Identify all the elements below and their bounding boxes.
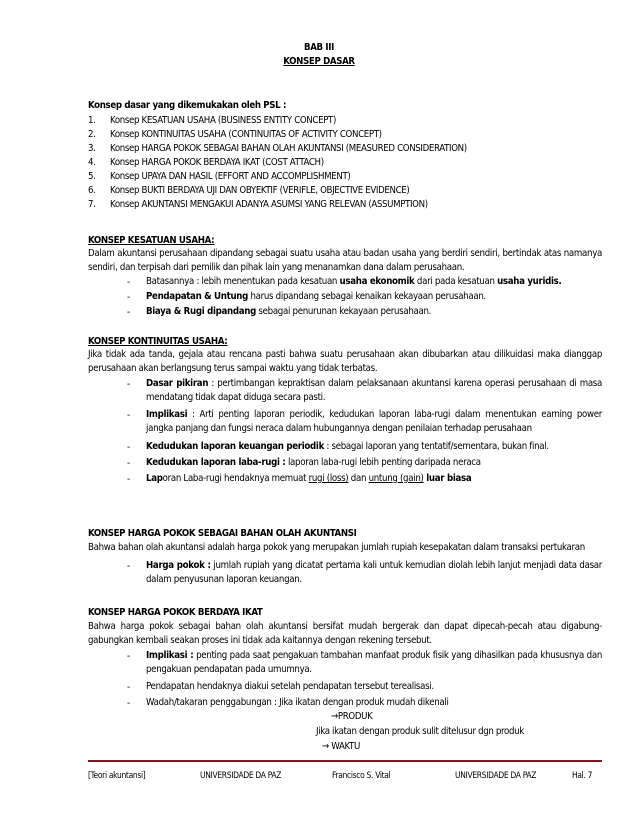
bullet-item: Implikasi : penting pada saat pengakuan tambahan manfaat produk fisik yang dihasilkan pada khususnya dan pengakuan pendapatan pada umumnya. bbox=[146, 650, 602, 675]
list-item: Konsep KESATUAN USAHA (BUSINESS ENTITY CONCEPT) bbox=[110, 115, 336, 126]
bullet-item: Implikasi : Arti penting laporan periodik, kedudukan laporan laba-rugi dalam menentukan earning power jangka panjang dan fungsi neraca dalam hubungannya dengan penilaian terhadap perusahaan bbox=[146, 409, 602, 434]
list-number: 5. bbox=[88, 171, 96, 182]
list-item: Konsep AKUNTANSI MENGAKUI ADANYA ASUMSI YANG RELEVAN (ASSUMPTION) bbox=[110, 199, 428, 210]
bullet-item: Kedudukan laporan laba-rugi : laporan laba-rugi lebih penting daripada neraca bbox=[146, 457, 481, 468]
bullet-dash: - bbox=[127, 698, 130, 709]
section-paragraph: Bahwa bahan olah akuntansi adalah harga pokok yang merupakan jumlah rupiah kesepakatan dalam transaksi pertukaran bbox=[88, 542, 585, 553]
page-title: KONSEP DASAR bbox=[283, 56, 355, 67]
arrow-line-waktu: → WAKTU bbox=[322, 741, 360, 752]
list-item: Konsep UPAYA DAN HASIL (EFFORT AND ACCOMPLISHMENT) bbox=[110, 171, 351, 182]
section-heading-harga-pokok-berdaya-ikat: KONSEP HARGA POKOK BERDAYA IKAT bbox=[88, 607, 263, 618]
section-paragraph: Bahwa harga pokok sebagai bahan olah akuntansi bersifat mudah bergerak dan dapat dipecah-pecah atau digabung-gabungkan kembali seakan proses ini tidak ada kaitannya dengan rekening tersebut. bbox=[88, 621, 602, 646]
bullet-item: Dasar pikiran : pertimbangan kepraktisan dalam pelaksanaan akuntansi karena operasi perusahaan di masa mendatang tidak dapat diduga secara pasti. bbox=[146, 378, 602, 403]
bullet-item: Kedudukan laporan keuangan periodik : sebagai laporan yang tentatif/sementara, bukan final. bbox=[146, 441, 549, 452]
list-number: 6. bbox=[88, 185, 96, 196]
list-number: 4. bbox=[88, 157, 96, 168]
footer-university-left: UNIVERSIDADE DA PAZ bbox=[200, 770, 282, 780]
section-paragraph: Jika tidak ada tanda, gejala atau rencana pasti bahwa suatu perusahaan akan dibubarkan atau dilikuidasi maka dianggap perusahaan akan berlangsung terus sampai waktu yang tidak terbatas. bbox=[88, 349, 602, 374]
bullet-dash: - bbox=[127, 474, 130, 485]
section-heading-kontinuitas-usaha: KONSEP KONTINUITAS USAHA: bbox=[88, 336, 228, 347]
page-number: Hal. 7 bbox=[572, 770, 593, 780]
intro-heading: Konsep dasar yang dikemukakan oleh PSL : bbox=[88, 100, 287, 111]
list-item: Konsep BUKTI BERDAYA UJI DAN OBYEKTIF (VERIFLE, OBJECTIVE EVIDENCE) bbox=[110, 185, 410, 196]
bullet-item: Wadah/takaran penggabungan : Jika ikatan dengan produk mudah dikenali bbox=[146, 697, 449, 708]
arrow-line-produk: →PRODUK bbox=[331, 711, 373, 722]
bullet-dash: - bbox=[127, 561, 130, 572]
bullet-item: Pendapatan hendaknya diakui setelah pendapatan tersebut terealisasi. bbox=[146, 681, 434, 692]
bullet-dash: - bbox=[127, 292, 130, 303]
sub-line: Jika ikatan dengan produk sulit ditelusur dgn produk bbox=[316, 726, 524, 737]
bullet-dash: - bbox=[127, 458, 130, 469]
list-number: 3. bbox=[88, 143, 96, 154]
footer-author: Francisco S. Vital bbox=[332, 770, 391, 780]
bullet-dash: - bbox=[127, 307, 130, 318]
arrow-right-icon: → bbox=[322, 741, 329, 752]
bullet-dash: - bbox=[127, 410, 130, 421]
arrow-right-icon: → bbox=[331, 711, 338, 722]
section-heading-kesatuan-usaha: KONSEP KESATUAN USAHA: bbox=[88, 235, 215, 246]
section-paragraph: Dalam akuntansi perusahaan dipandang sebagai suatu usaha atau badan usaha yang berdiri sendiri, bertindak atas namanya sendiri, dan terpisah dari pemilik dan pihak lain yang menanamkan dana dalam perusahaan. bbox=[88, 248, 602, 273]
bullet-item: Harga pokok : jumlah rupiah yang dicatat pertama kali untuk kemudian diolah lebih lanjut menjadi data dasar dalam penyusunan laporan keuangan. bbox=[146, 560, 603, 585]
bullet-dash: - bbox=[127, 379, 130, 390]
footer-rule bbox=[88, 760, 602, 762]
bullet-item: Biaya & Rugi dipandang sebagai penurunan kekayaan perusahaan. bbox=[146, 306, 432, 317]
list-number: 2. bbox=[88, 129, 96, 140]
bullet-dash: - bbox=[127, 442, 130, 453]
bullet-dash: - bbox=[127, 651, 130, 662]
list-item: Konsep HARGA POKOK SEBAGAI BAHAN OLAH AKUNTANSI (MEASURED CONSIDERATION) bbox=[110, 143, 467, 154]
bullet-dash: - bbox=[127, 682, 130, 693]
footer-university-right: UNIVERSIDADE DA PAZ bbox=[455, 770, 537, 780]
list-item: Konsep KONTINUITAS USAHA (CONTINUITAS OF ACTIVITY CONCEPT) bbox=[110, 129, 382, 140]
footer-course: [Teori akuntansi] bbox=[88, 770, 146, 780]
chapter-label: BAB III bbox=[303, 42, 334, 53]
section-heading-harga-pokok: KONSEP HARGA POKOK SEBAGAI BAHAN OLAH AKUNTANSI bbox=[88, 528, 357, 539]
list-item: Konsep HARGA POKOK BERDAYA IKAT (COST ATTACH) bbox=[110, 157, 324, 168]
bullet-item: Pendapatan & Untung harus dipandang sebagai kenaikan kekayaan perusahaan. bbox=[146, 291, 486, 302]
bullet-item: Batasannya : lebih menentukan pada kesatuan usaha ekonomik dari pada kesatuan usaha yuridis. bbox=[146, 276, 562, 287]
bullet-dash: - bbox=[127, 277, 130, 288]
list-number: 7. bbox=[88, 199, 96, 210]
list-number: 1. bbox=[88, 115, 96, 126]
bullet-item: Laporan Laba-rugi hendaknya memuat rugi (loss) dan untung (gain) luar biasa bbox=[146, 473, 472, 484]
